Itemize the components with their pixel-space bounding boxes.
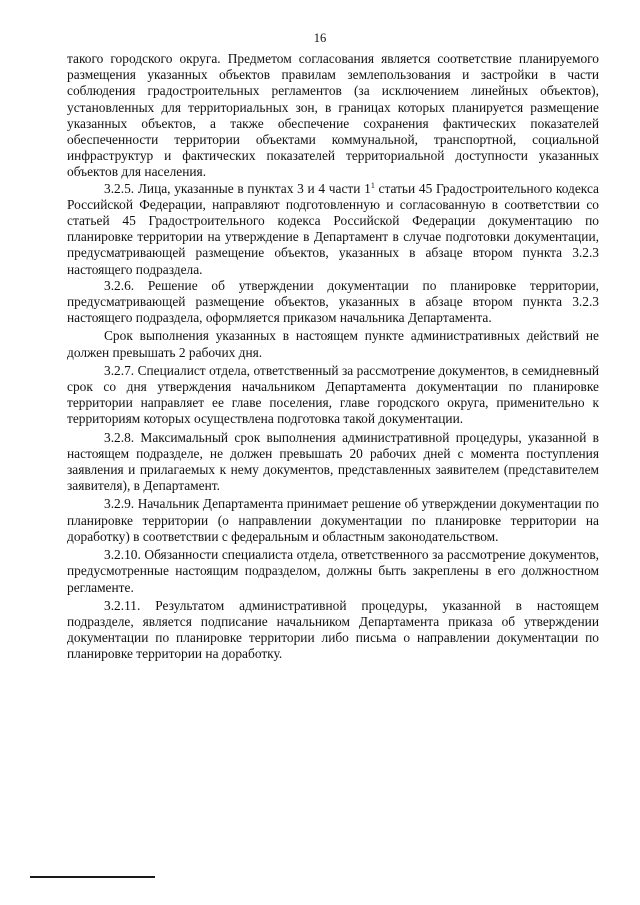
paragraph-3-2-10: 3.2.10. Обязанности специалиста отдела, ответственного за рассмотрение документов, предусмотренные настоящим подразделом, должны быть закреплены в его должностном регламенте. [67,547,599,595]
footnote-separator [30,876,155,878]
paragraph-3-2-5-rest: статьи 45 Градостроительного кодекса Российской Федерации, направляют подготовленную и согласованную в соответствии со статьей 45 Градостроительного кодекса Российской Федерации документацию по планировке территории на утверждение в Департамент в случае подготовки документации, предусматривающей размещение объектов, указанных в абзаце втором пункта 3.2.3 настоящего подраздела. [67,180,599,277]
paragraph-3-2-7: 3.2.7. Специалист отдела, ответственный за рассмотрение документов, в семидневный срок со дня утверждения начальником Департамента документации по планировке территории направляет ее главе поселения, главе городского округа, применительно к территориям которых осуществлена подготовка такой документации. [67,362,599,427]
superscript-index: 1 [370,180,375,190]
paragraph-3-2-6: 3.2.6. Решение об утверждении документации по планировке территории, предусматривающей размещение объектов, указанных в абзаце втором пункта 3.2.3 настоящего подраздела, оформляется приказом начальника Департамента. [67,277,599,326]
paragraph-3-2-9: 3.2.9. Начальник Департамента принимает решение об утверждении документации по планировке территории (о направлении документации по планировке территории на доработку) в соответствии с федеральным и областным законодательством. [67,496,599,544]
page-number: 16 [313,31,327,45]
paragraph-continuation: такого городского округа. Предметом согласования является соответствие планируемого размещения указанных объектов правилам землепользования и застройки в части соблюдения градостроительных регламентов (за исключением линейных объектов), установленных для территориальных зон, в границах которых планируется размещение указанных объектов, а также обеспечение сохранения фактических показателей обеспеченности территории объектами коммунальной, транспортной, социальной инфраструктур и фактических показателей территориальной доступности указанных объектов для населения. [67,51,599,180]
paragraph-3-2-5 [67,181,599,278]
paragraph-3-2-5-start: 3.2.5. Лица, указанные в пунктах 3 и 4 части 1 [104,180,371,196]
paragraph-3-2-8: 3.2.8. Максимальный срок выполнения административной процедуры, указанной в настоящем подразделе, не должен превышать 20 рабочих дней с момента поступления заявления и прилагаемых к нему документов, представленных заявителем (представителем заявителя), в Департамент. [67,429,599,494]
paragraph-3-2-11: 3.2.11. Результатом административной процедуры, указанной в настоящем подразделе, является подписание начальником Департамента приказа об утверждении документации по планировке территории либо письма о направлении документации по планировке территории на доработку. [67,597,599,662]
paragraph-deadline: Срок выполнения указанных в настоящем пункте административных действий не должен превышать 2 рабочих дня. [67,328,599,360]
document-body [67,51,599,663]
